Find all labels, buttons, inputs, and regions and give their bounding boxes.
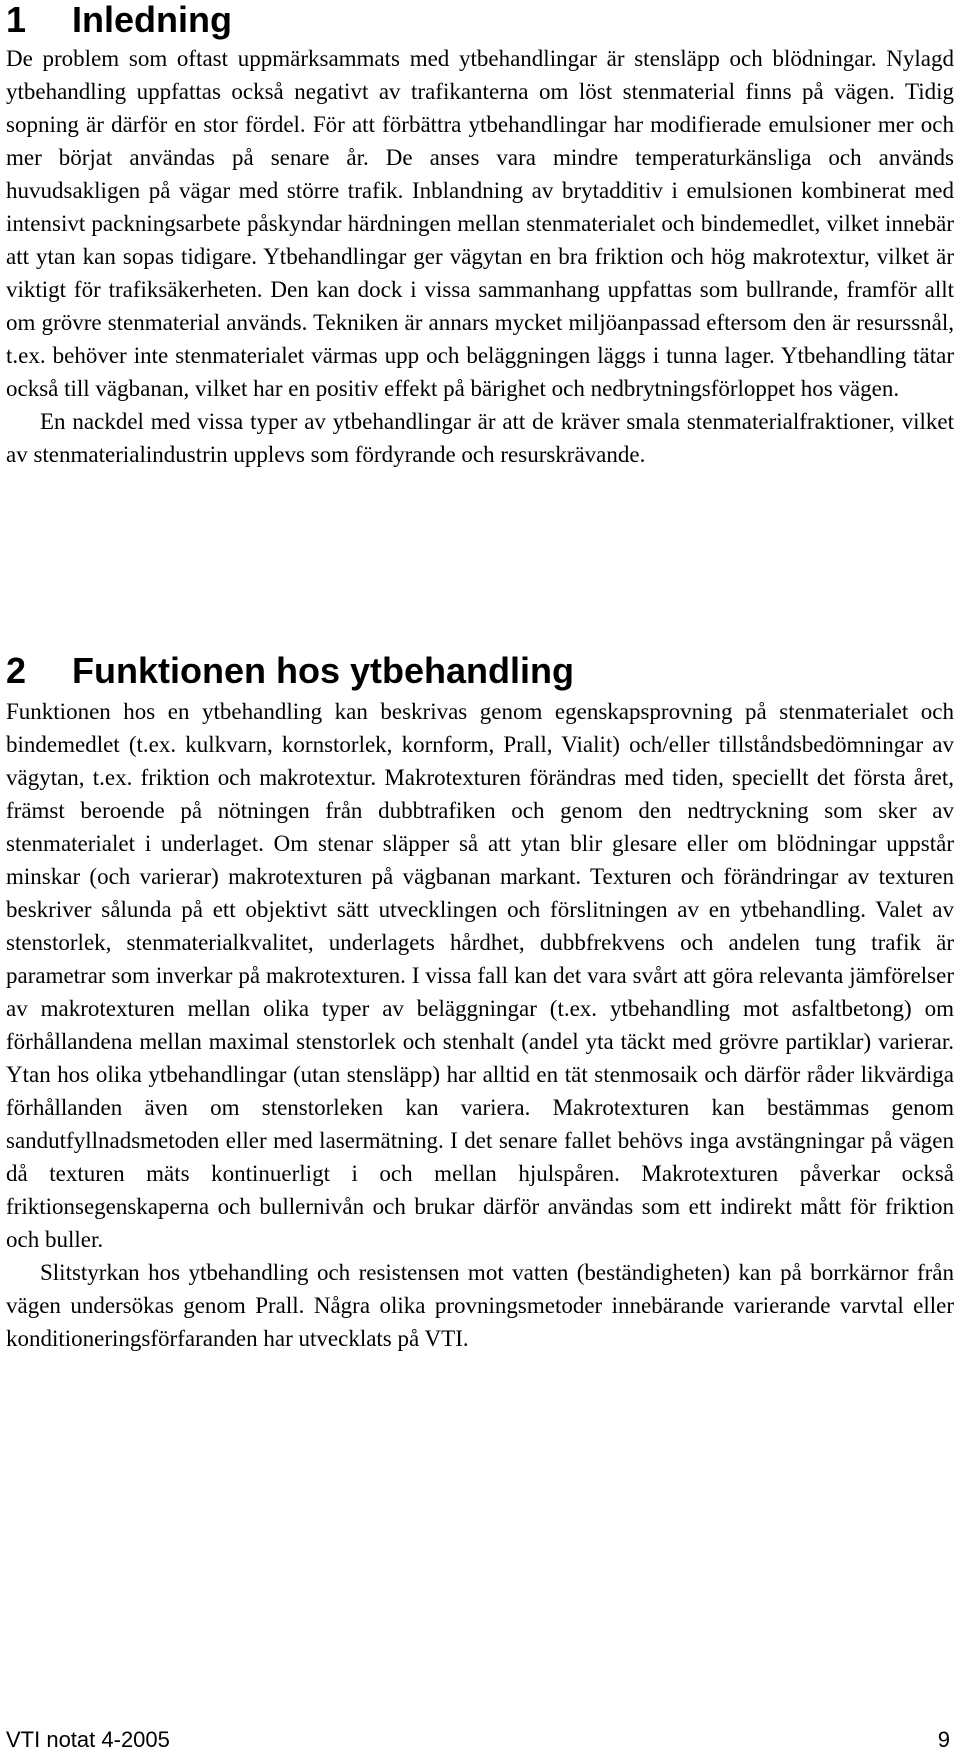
section-number: 1	[6, 0, 27, 40]
section-body-funktionen	[6, 695, 954, 1355]
page-number: 9	[937, 1727, 950, 1752]
body-paragraph: En nackdel med vissa typer av ytbehandlingar är att de kräver smala stenmaterialfraktioner, vilket av stenmaterialindustrin upplevs som fördyrande och resurskrävande.	[6, 409, 954, 467]
section-number: 2	[6, 650, 27, 691]
section-title: Funktionen hos ytbehandling	[72, 650, 574, 691]
publication-label: VTI notat 4-2005	[6, 1727, 170, 1752]
body-paragraph: Slitstyrkan hos ytbehandling och resistensen mot vatten (beständigheten) kan på borrkärnor från vägen undersökas genom Prall. Några olika provningsmetoder innebärande varierande varvtal eller konditioneringsförfaranden har utvecklats på VTI.	[6, 1260, 954, 1351]
section-heading-funktionen	[6, 650, 574, 691]
body-paragraph: De problem som oftast uppmärksammats med ytbehandlingar är stensläpp och blödningar. Nylagd ytbehandling uppfattas också negativt av trafikanterna om löst stenmaterial finns på vägen. Tidig sopning är därför en stor fördel. För att förbättra ytbehandlingar har modifierade emulsioner mer och mer börjat användas på senare år. De anses vara mindre temperaturkänsliga och används huvudsakligen på vägar med större trafik. Inblandning av brytadditiv i emulsionen kombinerat med intensivt packningsarbete påskyndar härdningen mellan stenmaterialet och bindemedlet, vilket innebär att ytan kan sopas tidigare. Ytbehandlingar ger vägytan en bra friktion och hög makrotextur, vilket är viktigt för trafiksäkerheten. Den kan dock i vissa sammanhang uppfattas som bullrande, framför allt om grövre stenmaterial används. Tekniken är annars mycket miljöanpassad eftersom den är resurssnål, t.ex. behöver inte stenmaterialet värmas upp och beläggningen läggs i tunna lager. Ytbehandling tätar också till vägbanan, vilket har en positiv effekt på bärighet och nedbrytningsförloppet hos vägen.	[6, 46, 954, 401]
body-paragraph: Funktionen hos en ytbehandling kan beskrivas genom egenskapsprovning på stenmaterialet och bindemedlet (t.ex. kulkvarn, kornstorlek, kornform, Prall, Vialit) och/eller tillståndsbedömningar av vägytan, t.ex. friktion och makrotextur. Makrotexturen förändras med tiden, speciellt det första året, främst beroende på nötningen från dubbtrafiken och genom den nedtryckning som sker av stenmaterialet i underlaget. Om stenar släpper så att ytan blir glesare eller om blödningar uppstår minskar (och varierar) makrotexturen på vägbanan markant. Texturen och förändringar av texturen beskriver sålunda på ett objektivt sätt utvecklingen och förslitningen av en ytbehandling. Valet av stenstorlek, stenmaterialkvalitet, underlagets hårdhet, dubbfrekvens och andelen tung trafik är parametrar som inverkar på makrotexturen. I vissa fall kan det vara svårt att göra relevanta jämförelser av makrotexturen mellan olika typer av beläggningar (t.ex. ytbehandling mot asfaltbetong) om förhållandena mellan maximal stenstorlek och stenhalt (andel yta täckt med grövre partiklar) varierar. Ytan hos olika ytbehandlingar (utan stensläpp) har alltid en tät stenmosaik och därför råder likvärdiga förhållanden även om stenstorleken kan variera. Makrotexturen kan bestämmas genom sandutfyllnadsmetoden eller med lasermätning. I det senare fallet behövs inga avstängningar på vägen då texturen mäts kontinuerligt i och mellan hjulspåren. Makrotexturen påverkar också friktionsegenskaperna och bullernivån och brukar därför användas som ett indirekt mått för friktion och buller.	[6, 699, 954, 1252]
section-title: Inledning	[72, 0, 232, 40]
section-heading-inledning	[6, 2, 232, 38]
section-body-inledning	[6, 42, 954, 471]
